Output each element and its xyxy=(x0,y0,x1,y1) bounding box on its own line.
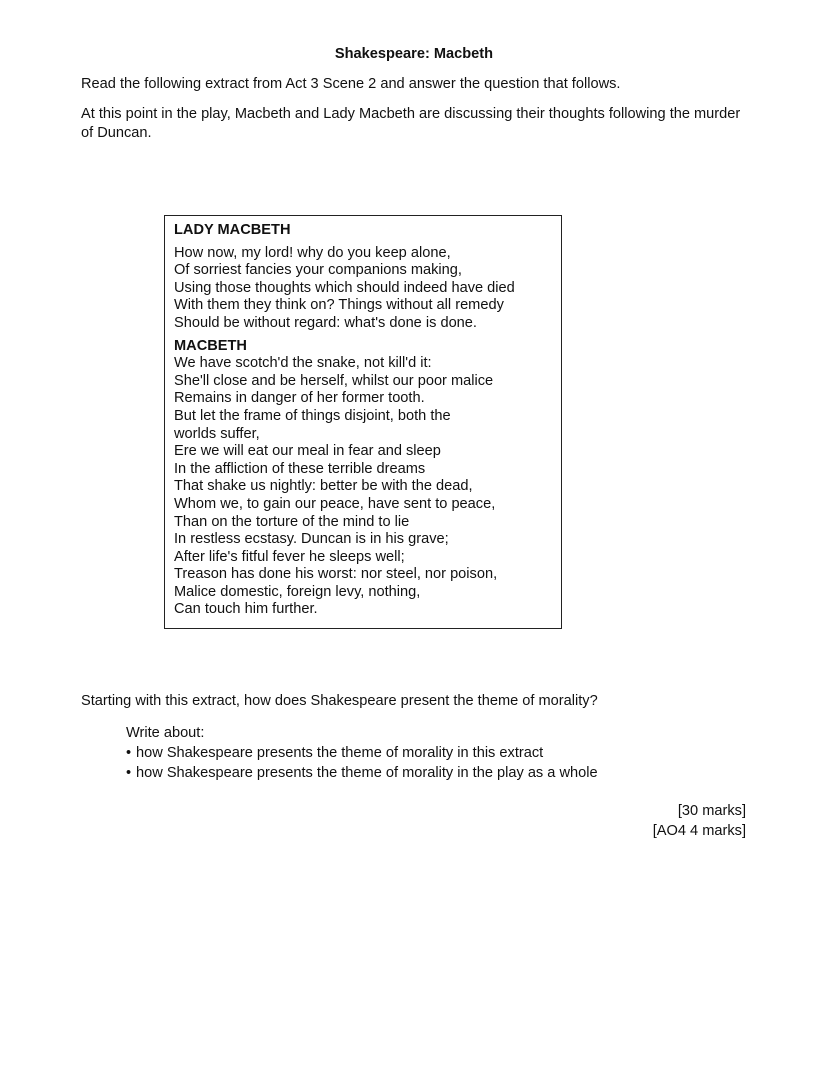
verse-line: Treason has done his worst: nor steel, nor poison, xyxy=(174,566,498,583)
speech-lady-macbeth xyxy=(174,245,561,333)
speech-macbeth xyxy=(174,355,561,619)
bullet-text: how Shakespeare presents the theme of morality in this extract xyxy=(136,745,544,761)
marks-allocation xyxy=(653,801,746,841)
verse-line: Remains in danger of her former tooth. xyxy=(174,390,425,407)
question-text: Starting with this extract, how does Shakespeare present the theme of morality? xyxy=(81,693,598,709)
list-item xyxy=(126,744,598,764)
verse-line: How now, my lord! why do you keep alone, xyxy=(174,244,451,261)
verse-line: Using those thoughts which should indeed have died xyxy=(174,279,515,296)
bullet-list xyxy=(126,744,598,783)
verse-line: Ere we will eat our meal in fear and sleep xyxy=(174,443,441,460)
extract-box xyxy=(164,215,562,629)
speaker-lady-macbeth: LADY MACBETH xyxy=(174,222,291,238)
list-item xyxy=(126,764,598,784)
instructions-text: Read the following extract from Act 3 Scene 2 and answer the question that follows. xyxy=(81,76,621,92)
verse-line: That shake us nightly: better be with the dead, xyxy=(174,478,473,495)
verse-line: After life's fitful fever he sleeps well; xyxy=(174,548,405,565)
speaker-macbeth: MACBETH xyxy=(174,337,247,354)
verse-line: Whom we, to gain our peace, have sent to peace, xyxy=(174,495,496,512)
verse-line: Of sorriest fancies your companions making, xyxy=(174,262,462,279)
verse-line: Malice domestic, foreign levy, nothing, xyxy=(174,583,421,600)
verse-line: We have scotch'd the snake, not kill'd it: xyxy=(174,355,432,372)
bullet-icon: • xyxy=(126,745,132,761)
bullet-icon: • xyxy=(126,764,132,781)
verse-line: In the affliction of these terrible dreams xyxy=(174,460,426,477)
ao4-marks: [AO4 4 marks] xyxy=(652,823,746,839)
verse-line: Can touch him further. xyxy=(174,601,318,618)
bullet-text: how Shakespeare presents the theme of morality in the play as a whole xyxy=(136,764,598,781)
verse-line: Than on the torture of the mind to lie xyxy=(174,513,410,530)
verse-line: Should be without regard: what's done is done. xyxy=(174,314,477,331)
page-title: Shakespeare: Macbeth xyxy=(334,46,494,62)
total-marks: [30 marks] xyxy=(677,803,746,819)
context-text: At this point in the play, Macbeth and Lady Macbeth are discussing their thoughts following the murder of Duncan. xyxy=(81,106,741,141)
verse-line: But let the frame of things disjoint, both the xyxy=(174,407,451,424)
write-about-label: Write about: xyxy=(126,725,205,741)
verse-line: worlds suffer, xyxy=(174,425,260,442)
verse-line: In restless ecstasy. Duncan is in his grave; xyxy=(174,531,449,548)
verse-line: She'll close and be herself, whilst our poor malice xyxy=(174,372,494,389)
verse-line: With them they think on? Things without all remedy xyxy=(174,297,504,314)
